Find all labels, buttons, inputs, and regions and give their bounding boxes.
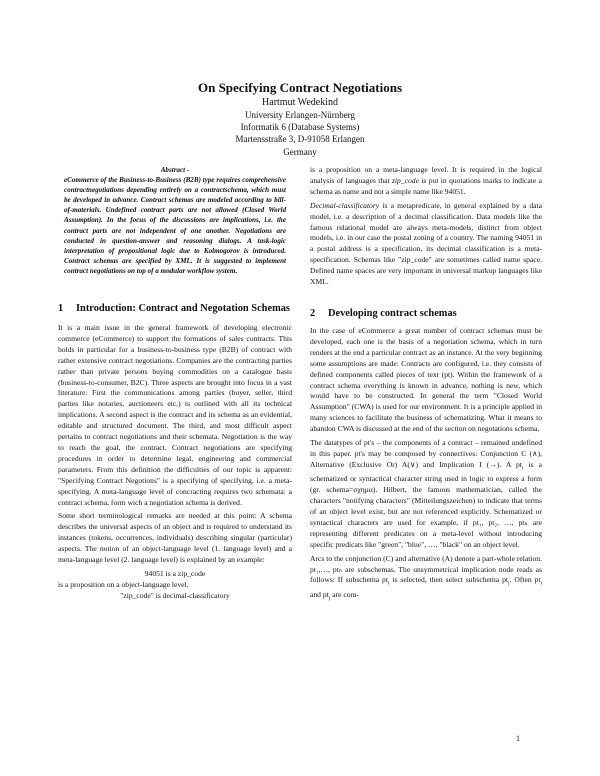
section-2-paragraph-1: In the case of eCommerce a great number of contract schemas must be developed, each one is the basis of a negotiation schema, which in turn renders at the end a particular contract as an instance. At the very beginning some assumptions are made: Contracts are configured, i.e. they consists of defined components called pieces of text (pt). Within the framework of a contract schema everything is known in advance, nothing is new, which would have to be constructed. In general the term "Closed World Assumption" (CWA) is used for our environment. It is a principle applied in many sciences to facilitate the business of schematizing. What it means to abandon CWA is discussed at the end of the section on negotations schema.	[310, 325, 542, 434]
text-run: is put in quotations marks to indicate a schema as name and not a simple name like 94051.	[310, 175, 542, 196]
subscript: j	[328, 595, 331, 602]
section-2-paragraph-3	[310, 554, 542, 605]
text-run: is a proposition on a meta-language level. It is required in the logical analysis of languages that	[310, 165, 542, 185]
subscript: j	[507, 580, 510, 587]
text-run: are com-	[330, 589, 359, 599]
affiliation-line: University Erlangen-Nürnberg	[244, 110, 356, 120]
example-line: 94051 is a zip_code	[144, 568, 206, 578]
abstract-text: eCommerce of the Business-to-Business (B2B) type requires comprehensive contractnegotiations depending entirely on a contractschema, which must be developed in advance. Contract schemas are modeled according to bill-of-materials. Undefined contract parts are not allowed (Closed World Assumption). In the focus of the discussions are implications, i.e. the contract parts are not independent of one another. Negotiations are conducted in question-answer and reasoning dialogs. A task-logic interpretation of propositional logic due to Kolmogorov is introduced. Contract schemas are specified by XML. It is suggested to implement contract negotiations on top of a modular workflow system.	[64, 176, 286, 275]
right-paragraph-2	[310, 201, 542, 288]
page-number: 1	[516, 734, 520, 743]
section-2-heading	[310, 307, 542, 320]
subscript: i	[540, 580, 542, 587]
subscript: i	[521, 465, 524, 472]
subscript: i	[387, 580, 390, 587]
text-run: is a schematized or syntactical character string used in logic to express a form (gr. schema=σχημα). Hilbert, the famous mathematician, called the characters "notifying characters" (Mitteilungszeichen) to indicate that terms of an object level exist, but are not referenced explicitly. Schematized or syntactical characters are used for example, if pt₁, pt₂, …, ptₙ are representing different predicates on a meta-level without introducing specific predicats like "green", "blue", …, "black" on an object level.	[310, 459, 542, 549]
author-block	[0, 96, 600, 158]
section-2-paragraph-2	[310, 438, 542, 551]
emphasis: zip_code	[391, 175, 419, 185]
paper-title: On Specifying Contract Negotiations	[197, 80, 403, 95]
text-run: . Often pt	[509, 575, 541, 585]
affiliation-line: Martensstraße 3, D-91058 Erlangen	[235, 134, 365, 145]
section-1-paragraph-2: Some short terminological remarks are needed at this point: A schema describes the universal aspects of an object and is required to understand its instances (tokens, occurrences, individuals) describing singular (particular) aspects. The notion of an object-language level (1. language level) and a meta-language level (2. language level) is explained by an example:	[58, 511, 292, 565]
text-run: is a metapredicate, in general explained by a data model, i.e. a description of a decimal classification. Data models like the famous relational model are always meta-models, distinct from object models, i.e. in our case the postal zoning of a country. The naming 94051 in a postal address is a specification, its decimal classification is a meta-specification. Schemas like "zip_code" are sometimes called name space. Defined name spaces are very important in universal markup languages like XML.	[310, 200, 542, 287]
affiliation-line: Informatik 6 (Database Systems)	[240, 122, 360, 133]
right-paragraph-1	[310, 165, 542, 198]
text-run: The datatypes of pt's – the components of a contract – remained undefined in this paper. pt's may be composed by connectives: Conjunction C (∧), Alternative (Exclusive Or) A(∨) and Implication I (→). A pt	[310, 438, 542, 469]
emphasis: Decimal-classificatory	[310, 200, 380, 210]
section-number: 1	[58, 303, 64, 315]
section-1-paragraph-3: is a proposition on a object-language level.	[58, 579, 189, 589]
right-column	[310, 165, 542, 607]
example-line: "zip_code" is decimal-classificatory	[120, 590, 230, 600]
section-title: Developing contract schemas	[328, 307, 457, 319]
left-column	[58, 165, 292, 602]
section-1-heading	[58, 302, 292, 315]
author-name: Hartmut Wedekind	[262, 97, 338, 108]
abstract-label: Abstract -	[160, 166, 190, 174]
section-number: 2	[310, 307, 316, 319]
abstract	[58, 165, 292, 276]
section-title: Introduction: Contract and Negotation Schemas	[76, 303, 290, 315]
text-run: Arcs to the conjunction (C) and alternative (A) denote a part-whole relation. pt₁,…, ptₙ are subschemas. The unsymmetrical implication node reads as follows: If subschema pt	[310, 553, 542, 585]
affiliation-line: Germany	[283, 146, 317, 157]
text-run: and pt	[310, 589, 329, 599]
section-1-paragraph-1: It is a main issue in the general framework of developing electronic commerce (eCommerce) to support the formations of sales contracts. This holds in particular for a business-to-business type (B2B) of contract with rather extensive contract negotiations. Companies are the contracting parties rather than private persons buying commodities on a catalogue basis (business-to-consumer, B2C). Three aspects are brought into focus in a vast literature: First the communications among parties (buyer, seller, third parties like notaries, auctioneers etc.) is outlined with all its technical implications. A second aspect is the contract and its schema as an evidential, editable and structured document. The third, and most difficult aspect pertains to contract negotiations and their schemata. Negotiation is the way to reach the goal, the contract. Contract negotiations are specifying procedures in order to determine legal, engineering and commercial parameters. From this definition the difficulties of our topic is apparent: "Specifying Contract Negotions" is a specifying of specifying, i.e. a meta-specifying. A meta-language level of concracting requires two schemata: a contract schema, form wich a negotiation schema is derived.	[58, 323, 292, 507]
text-run: is selected, then select subschema pt	[389, 575, 508, 585]
